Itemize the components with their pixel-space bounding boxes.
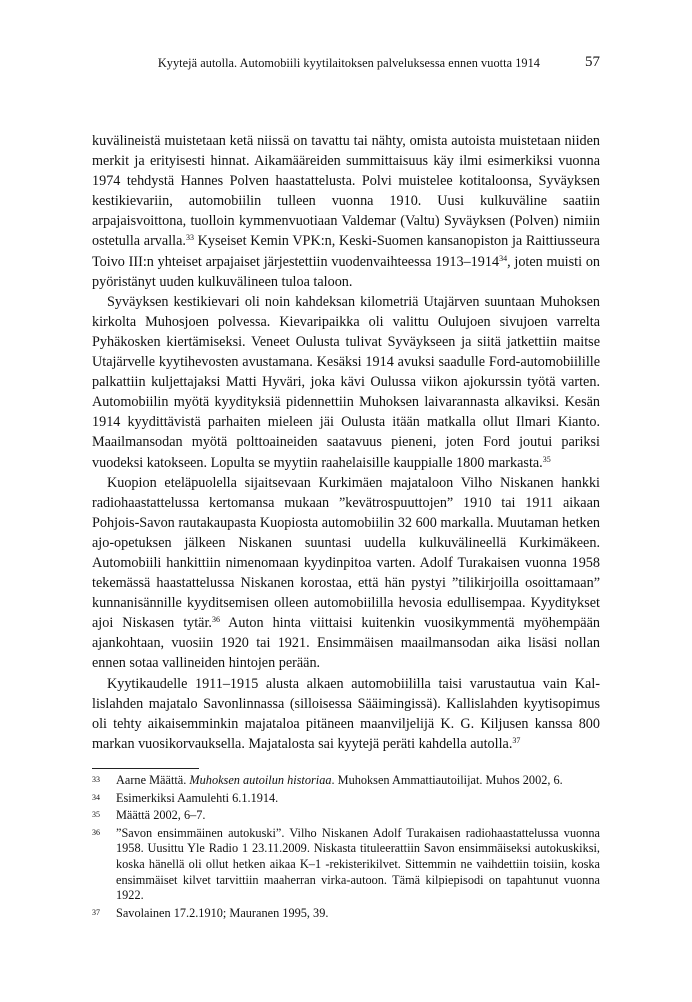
footnote-text: [116, 826, 600, 904]
footnote: [92, 808, 600, 824]
text-run: ”Savon ensimmäinen autokuski”. Vilho Niskanen Adolf Turakaisen radiohaastattelussa vuonna 1958. Uusittu Yle Radio 1 23.11.2009. Niskasta tituleerattiin Savon ensimmäiseksi autokuskiksi, koska hänellä oli ollut hetken aikaa K–1 -rekisterikilvet. Sittemmin ne vaihdettiin toisiin, koska ensimmäiset kilvet tarvittiin maaherran virka-autoon. Tämä kilpiepisodi on tapahtunut vuonna 1922.: [116, 825, 600, 903]
footnote-text: [116, 808, 600, 824]
footnote: [92, 826, 600, 904]
text-run: Esimerkiksi Aamulehti 6.1.1914.: [116, 790, 279, 805]
text-run: Kyseiset Kemin VPK:n, Keski-Suomen kansanopiston ja Raittiusseura Toivo III:n yhteiset arpajaiset järjestettiin vuodenvaihteessa 1913–1914: [92, 233, 600, 270]
text-run: , joten muisti on pyöristänyt uuden kulkuvälineen tuloa taloon.: [92, 253, 601, 290]
footnote-number: 36: [92, 827, 100, 837]
footnote: [92, 773, 600, 789]
text-run: kuvälineistä muistetaan ketä niissä on tavattu tai nähty, omista autoista muistetaan niiden merkit ja erityisesti hinnat. Aikamääreiden summittaisuus käy ilmi esimerkiksi vuonna 1974 tehdystä Hannes Polven haastattelusta. Polvi muistelee kotitaloonsa, Syväyksen kestikievariin, automobiilin tulleen vuonna 1910. Uusi kulkuväline saatiin arpajaisvoittona, tuolloin kymmenvuotiaan Valdemar (Valtu) Syväyksen (Polven) nimiin ostetulla arvalla.: [92, 133, 600, 250]
body-text: [92, 131, 600, 754]
text-run: Kuopion eteläpuolella sijaitsevaan Kurkimäen majataloon Vilho Niskanen hankki radiohaastattelussa kertomansa mukaan ”kevätrospuuttojen” 1910 tai 1911 aikaan Pohjois-Savon rautakaupasta Kuopiosta automobiilin 32 600 markalla. Muutaman hetken ajo-opetuksen jälkeen Niskanen suuntasi uudella kulkuvälineellä Kurkimäkeen. Automobiili hankittiin nimenomaan kyydinpitoa varten. Adolf Turakaisen vuonna 1958 tekemässä haastattelussa Niskanen korostaa, että hän pystyi ”tilikirjoilla osoittamaan” kunnanisännille kyyditsemisen olleen automobiililla hevosia edullisempaa. Kyyditykset ajoi Niskasen tytär.: [92, 474, 600, 632]
footnote-text: [116, 773, 600, 789]
text-run: Kyytikaudelle 1911–1915 alusta alkaen automobiililla taisi varustautua vain Kallislahden majatalo Savonlinnassa (silloisessa Sääimingissä). Kallislahden kyytisopimus oli tehty aikaisemminkin majataloa pitäneen maanviljelijä K. G. Kiljusen kanssa 800 markan vuosikorvauksella. Majatalosta sai kyytejä peräti kahdella autolla.: [92, 675, 600, 752]
text-run: Syväyksen kestikievari oli noin kahdeksan kilometriä Utajärven suuntaan Muhoksen kirkolta Muhosjoen polvessa. Kievaripaikka oli valittu Oulujoen sivujoen varrelta Pyhäkosken kiertämiseksi. Veneet Oulusta tulivat Syväykseen ja siitä jatkettiin maitse Utajärvelle kyytihevosten avustamana. Kesäksi 1914 avuksi saadulle Ford-automobiilille palkattiin kuljettajaksi Matti Hyväri, joka kävi Oulussa viikon ajokurssin työtä varten. Automobiilin myötä kyydityksiä pidennettiin Muhoksen laivarannasta alkaviksi. Kesän 1914 kyydittävistä parhaiten mieleen jäi Oulusta itään matkalla ollut Ilmari Kianto. Maailmansodan myötä polttoaineiden saatavuus pieneni, joten Ford joutui pariksi vuodeksi katokseen. Lopulta se myytiin raahelaisille kauppialle 1800 markasta.: [92, 293, 600, 471]
footnote-ref: 35: [542, 454, 551, 464]
footnote-number: 37: [92, 907, 100, 917]
page-header: [92, 54, 600, 74]
footnote-text: [116, 791, 600, 807]
paragraph: [92, 131, 600, 292]
running-head: Kyytejä autolla. Automobiili kyytilaitoksen palveluksessa ennen vuotta 1914: [157, 56, 540, 70]
text-run: . Muhoksen Ammattiautoilijat. Muhos 2002, 6.: [331, 773, 563, 787]
italic-title: Muhoksen autoilun historiaa: [189, 773, 332, 787]
footnote-number: 35: [92, 810, 100, 820]
paragraph: [92, 473, 600, 674]
text-run: Aarne Määttä.: [116, 773, 190, 787]
footnote-number: 34: [92, 792, 100, 802]
footnote: [92, 906, 600, 922]
footnote-ref: 34: [499, 253, 508, 263]
footnote-number: 33: [92, 775, 100, 784]
footnotes: [92, 773, 600, 923]
text-run: Määttä 2002, 6–7.: [116, 808, 206, 823]
text-run: Auton hinta viittaisi kuitenkin vuosikymmentä myöhempään ajankohtaan, vuosiin 1920 tai 1921. Ensimmäisen maailmansodan aika lisäsi nollan ennen sotaa vallineiden hintojen perään.: [92, 615, 600, 672]
footnote-separator: [92, 768, 199, 769]
footnote: [92, 791, 600, 807]
page-number: 57: [585, 54, 600, 70]
text-run: Savolainen 17.2.1910; Mauranen 1995, 39.: [116, 905, 329, 920]
footnote-ref: 36: [211, 615, 220, 625]
paragraph: [92, 292, 600, 473]
footnote-ref: 33: [185, 233, 194, 243]
footnote-ref: 37: [512, 735, 521, 745]
footnote-text: [116, 906, 600, 922]
paragraph: [92, 674, 600, 754]
